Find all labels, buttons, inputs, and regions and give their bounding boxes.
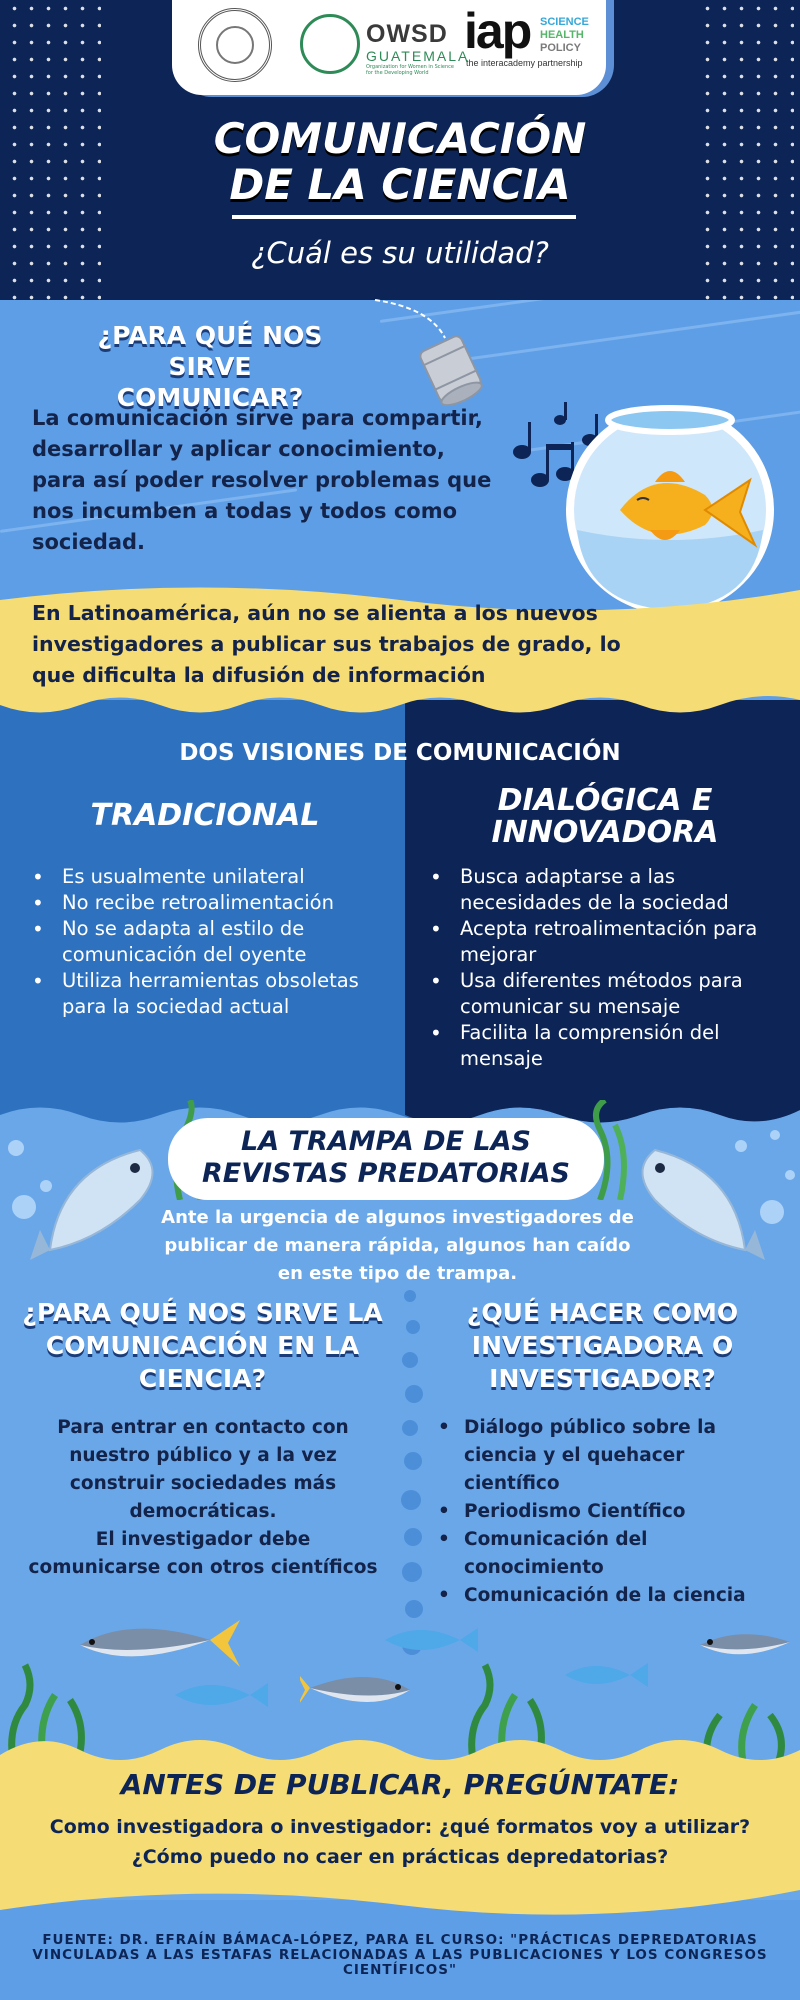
page-subtitle: ¿Cuál es su utilidad? [251, 236, 549, 270]
researcher-heading-line3: INVESTIGADOR? [489, 1364, 716, 1393]
fish-right-icon [625, 1130, 765, 1270]
iap-science: SCIENCE [540, 16, 589, 28]
ask-title: ANTES DE PUBLICAR, PREGÚNTATE: [120, 1768, 680, 1801]
small-fish-icon [170, 1675, 270, 1715]
visions-title: DOS VISIONES DE COMUNICACIÓN [179, 740, 621, 766]
title-underline [232, 215, 576, 219]
university-seal-logo [198, 8, 272, 82]
trap-title-line2: REVISTAS PREDATORIAS [202, 1158, 570, 1189]
ask-text [40, 1812, 760, 1872]
list-item: • Periodismo Científico [438, 1498, 783, 1526]
dialogic-title [440, 785, 770, 849]
list-item: • Diálogo público sobre la ciencia y el quehacer científico [438, 1414, 783, 1498]
iap-logo-words [540, 16, 589, 55]
purpose-intro-text: La comunicación sirve para compartir, desarrollar y aplicar conocimiento, para así poder resolver problemas que nos incumben a todas y todos como sociedad. [32, 406, 492, 554]
source-credit: FUENTE: DR. EFRAÍN BÁMACA-LÓPEZ, PARA EL CURSO: "PRÁCTICAS DEPREDATORIAS VINCULADAS A LAS ESTAFAS RELACIONADAS A LAS PUBLICACIONES Y LOS CONGRESOS CIENTÍFICOS" [32, 1932, 768, 1978]
trap-description: Ante la urgencia de algunos investigadores de publicar de manera rápida, algunos han caído en este tipo de trampa. [161, 1207, 634, 1284]
tuna-fish-icon [300, 1660, 430, 1720]
dialogic-list [430, 864, 785, 1072]
list-item: • Utiliza herramientas obsoletas para la sociedad actual [32, 968, 392, 1020]
iap-logo-tagline: the interacademy partnership [466, 58, 583, 68]
science-text-2: El investigador debe comunicarse con otros científicos [28, 1529, 378, 1578]
list-item: • No recibe retroalimentación [32, 890, 392, 916]
list-item: • Es usualmente unilateral [32, 864, 392, 890]
researcher-heading-line1: ¿QUÉ HACER COMO [466, 1298, 739, 1327]
ask-line1: Como investigadora o investigador: ¿qué formatos voy a utilizar? [49, 1816, 751, 1838]
small-fish-icon [560, 1655, 650, 1695]
purpose-heading-line2: COMUNICAR? [116, 383, 304, 412]
owsd-logo-tagline: Organization for Women in Science for the Developing World [366, 64, 454, 76]
iap-policy: POLICY [540, 42, 581, 54]
iap-logo-name: iap [464, 3, 531, 59]
trap-title [168, 1126, 604, 1190]
list-item: • Comunicación de la ciencia [438, 1582, 783, 1610]
science-heading-line1: ¿PARA QUÉ NOS SIRVE LA [22, 1298, 383, 1327]
trap-title-line1: LA TRAMPA DE LAS [241, 1126, 531, 1157]
list-item: • Busca adaptarse a las necesidades de la sociedad [430, 864, 785, 916]
researcher-heading [430, 1296, 775, 1395]
science-heading-line2: COMUNICACIÓN EN LA [45, 1331, 360, 1360]
science-heading [20, 1296, 385, 1395]
small-fish-icon [380, 1620, 480, 1660]
researcher-heading-line2: INVESTIGADORA O [471, 1331, 734, 1360]
list-item: • Acepta retroalimentación para mejorar [430, 916, 785, 968]
fish-left-icon [30, 1130, 170, 1270]
list-item: • Facilita la comprensión del mensaje [430, 1020, 785, 1072]
page-title-line1: COMUNICACIÓN [213, 114, 587, 163]
owsd-logo-name: OWSD [366, 20, 448, 48]
science-text [28, 1414, 378, 1582]
purpose-heading [70, 320, 350, 413]
dialogic-title-line1: DIALÓGICA E [497, 783, 713, 818]
science-heading-line3: CIENCIA? [138, 1364, 267, 1393]
iap-health: HEALTH [540, 29, 584, 41]
science-text-1: Para entrar en contacto con nuestro público y a la vez construir sociedades más democráticas. [57, 1417, 349, 1522]
list-item: • Usa diferentes métodos para comunicar su mensaje [430, 968, 785, 1020]
dialogic-title-line2: INNOVADORA [491, 815, 719, 850]
traditional-title: TRADICIONAL [90, 798, 320, 833]
list-item: • No se adapta al estilo de comunicación del oyente [32, 916, 392, 968]
page-title-line2: DE LA CIENCIA [229, 160, 571, 209]
tuna-fish-icon [690, 1620, 800, 1670]
traditional-list [32, 864, 392, 1020]
owsd-logo-country: GUATEMALA [366, 48, 470, 64]
owsd-emblem-icon [300, 14, 360, 74]
latam-text: En Latinoamérica, aún no se alienta a los nuevos investigadores a publicar sus trabajos de grado, lo que dificulta la difusión de información [32, 601, 621, 687]
ask-line2: ¿Cómo puedo no caer en prácticas depredatorias? [131, 1846, 669, 1868]
list-item: • Comunicación del conocimiento [438, 1526, 783, 1582]
researcher-list [438, 1414, 783, 1610]
purpose-heading-line1: ¿PARA QUÉ NOS SIRVE [97, 321, 323, 381]
